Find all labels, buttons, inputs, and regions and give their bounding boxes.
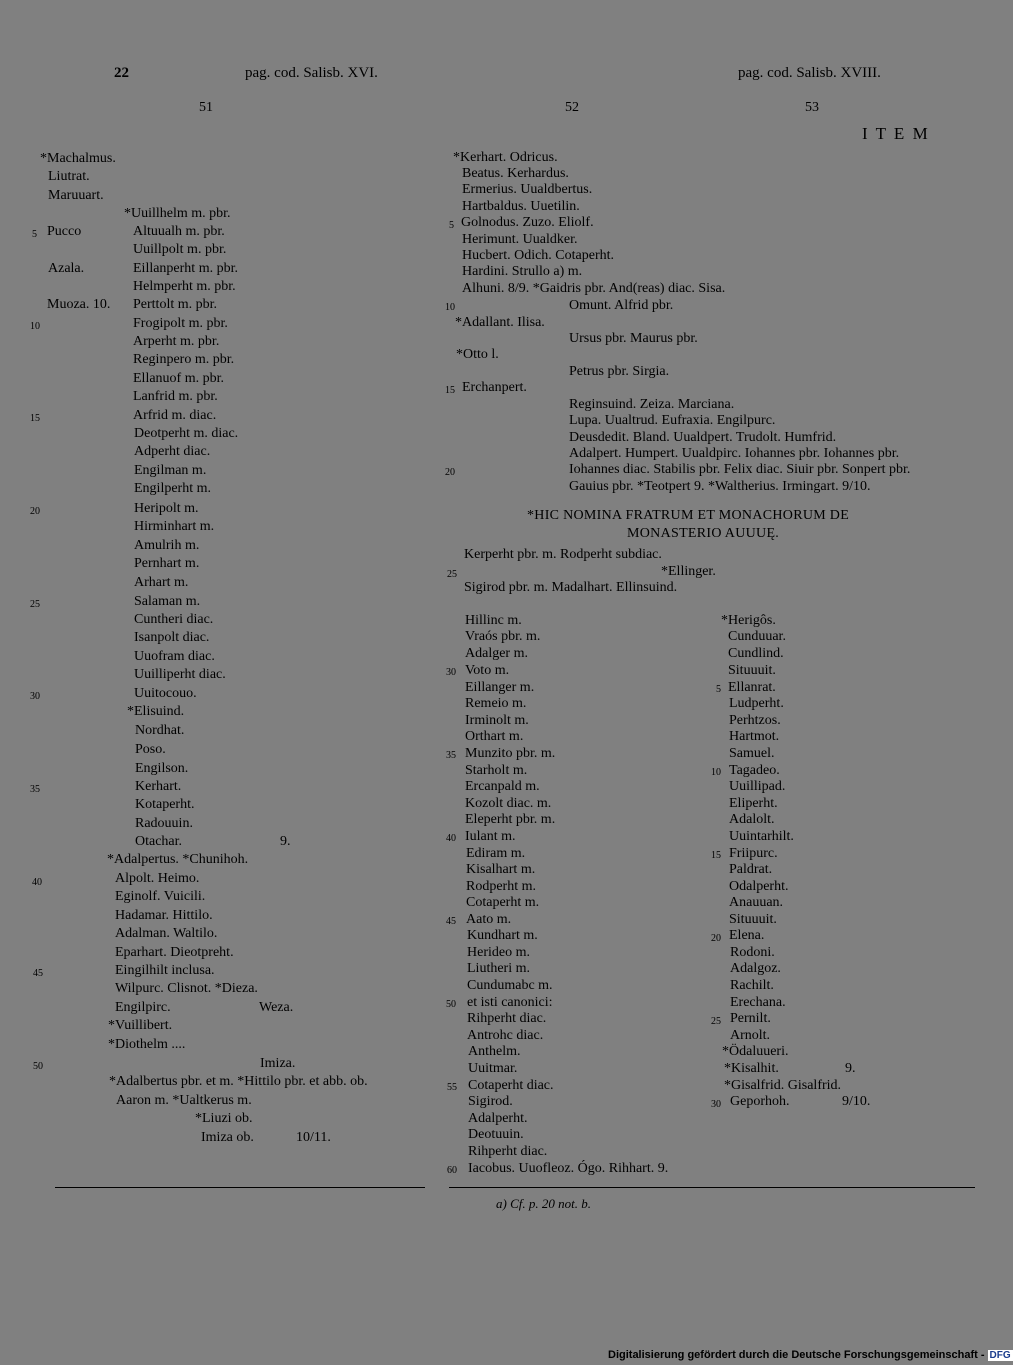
entry: *Kisalhit. [724,1061,779,1076]
entry: Sigirod pbr. m. Madalhart. Ellinsuind. [464,580,678,595]
entry: Uuitocouo. [134,686,197,701]
line-number: 25 [447,569,457,580]
entry: Liutrat. [48,169,90,184]
entry: Petrus pbr. Sirgia. [569,364,670,379]
entry: Eleperht pbr. m. [465,812,556,827]
entry: 10/11. [296,1130,331,1145]
dfg-logo: DFG [989,1349,1011,1361]
entry: Situuuit. [728,663,776,678]
entry: Helmperht m. pbr. [133,279,236,294]
entry: Samuel. [729,746,775,761]
entry: Frogipolt m. pbr. [133,316,228,331]
entry: *Elisuind. [127,704,185,719]
entry: Adalger m. [465,646,528,661]
entry: Hadamar. Hittilo. [115,908,213,923]
entry: Herimunt. Uualdker. [462,232,578,247]
entry: *Adalpertus. *Chunihoh. [107,852,249,867]
footnote-rule-left [55,1187,425,1188]
entry: Munzito pbr. m. [465,746,556,761]
entry: Ellanuof m. pbr. [133,371,224,386]
entry: Eparhart. Dieotpreht. [115,945,234,960]
entry: Cundumabc m. [467,978,553,993]
entry: Aato m. [466,912,512,927]
entry: Eginolf. Vuicili. [115,889,206,904]
entry: Engilperht m. [134,481,211,496]
entry: Nordhat. [135,723,185,738]
entry: Reginsuind. Zeiza. Marciana. [569,397,735,412]
entry: Wilpurc. Clisnot. *Dieza. [115,981,258,996]
line-number: 15 [30,413,40,424]
line-number: 25 [30,599,40,610]
entry: Rachilt. [730,978,774,993]
line-number: 35 [30,784,40,795]
entry: Uuintarhilt. [729,829,794,844]
entry: Geporhoh. [730,1094,790,1109]
entry: 9/10. [842,1094,871,1109]
entry: *Herigôs. [721,613,776,628]
footnote: a) Cf. p. 20 not. b. [496,1196,591,1211]
entry: Ercanpald m. [465,779,540,794]
entry: Imiza ob. [201,1130,254,1145]
line-number: 5 [32,229,37,240]
entry: *Uuillhelm m. pbr. [124,206,231,221]
entry: Beatus. Kerhardus. [462,166,569,181]
entry: Radouuin. [135,816,193,831]
footer-text: Digitalisierung gefördert durch die Deutsche Forschungsgemeinschaft - [608,1349,985,1361]
entry: Kerperht pbr. m. Rodperht subdiac. [464,547,662,562]
entry: *Diothelm .... [108,1037,186,1052]
entry: Cotaperht m. [466,895,540,910]
line-number: 30 [711,1099,721,1110]
entry: Reginpero m. pbr. [133,352,235,367]
line-number: 55 [447,1082,457,1093]
entry: *Machalmus. [40,151,116,166]
entry: Engilpirc. [115,1000,171,1015]
entry: Irminolt m. [465,713,529,728]
entry: Eingilhilt inclusa. [115,963,215,978]
entry: Arfrid m. diac. [133,408,217,423]
entry: Imiza. [260,1056,296,1071]
item-heading: I T E M [862,124,930,143]
entry: Omunt. Alfrid pbr. [569,298,674,313]
entry: Odalperht. [729,879,789,894]
entry: *Adalbertus pbr. et m. *Hittilo pbr. et abb. ob. [109,1074,368,1089]
left-running-title: pag. cod. Salisb. XVI. [245,65,378,81]
line-number: 15 [711,850,721,861]
line-number: 10 [711,767,721,778]
entry: Tagadeo. [729,763,780,778]
entry: *Vuillibert. [108,1018,173,1033]
entry: et isti canonici: [467,995,553,1010]
entry: Hartmot. [729,729,780,744]
entry: Iulant m. [465,829,516,844]
line-number: 20 [30,506,40,517]
entry: Hirminhart m. [134,519,215,534]
entry: Herideo m. [467,945,530,960]
entry: Poso. [135,742,166,757]
entry: *Gisalfrid. Gisalfrid. [724,1078,842,1093]
entry: Adalgoz. [730,961,781,976]
entry: Kisalhart m. [466,862,536,877]
entry: Paldrat. [729,862,773,877]
line-number: 60 [447,1165,457,1176]
line-number: 30 [446,667,456,678]
entry: Arhart m. [134,575,189,590]
entry: Remeio m. [465,696,527,711]
entry: Arnolt. [730,1028,771,1043]
entry: Eillanger m. [465,680,535,695]
entry: Kerhart. [135,779,182,794]
column-number-51: 51 [199,100,213,115]
entry: *Liuzi ob. [195,1111,253,1126]
entry: Perttolt m. pbr. [133,297,217,312]
right-running-title: pag. cod. Salisb. XVIII. [738,65,881,81]
entry: Rihperht diac. [468,1144,548,1159]
entry: Adalperht. [468,1111,528,1126]
entry: 9. [280,834,291,849]
entry: Orthart m. [465,729,524,744]
column-number-53: 53 [805,100,819,115]
entry: Rodperht m. [466,879,536,894]
line-number: 50 [446,999,456,1010]
line-number: 10 [445,302,455,313]
entry: Anauuan. [729,895,784,910]
entry: Ellanrat. [728,680,776,695]
entry: *Ödaluueri. [722,1044,789,1059]
entry: Alhuni. 8/9. *Gaidris pbr. And(reas) diac. Sisa. [462,281,726,296]
entry: Cuntheri diac. [134,612,214,627]
line-number: 30 [30,691,40,702]
section-heading: *HIC NOMINA FRATRUM ET MONACHORUM DE [527,508,850,523]
entry: Golnodus. Zuzo. Eliolf. [461,215,594,230]
line-number: 45 [446,916,456,927]
entry: Maruuart. [48,188,104,203]
entry: Rihperht diac. [467,1011,547,1026]
section-heading-line2: MONASTERIO AUUUĘ. [627,526,780,541]
entry: Otachar. [135,834,183,849]
line-number: 15 [445,385,455,396]
entry: *Ellinger. [661,564,716,579]
entry: Lanfrid m. pbr. [133,389,218,404]
entry: Engilson. [135,761,189,776]
entry: Adperht diac. [134,444,211,459]
entry: Heripolt m. [134,501,199,516]
line-number: 40 [32,877,42,888]
entry: Ludperht. [729,696,784,711]
entry: Arperht m. pbr. [133,334,220,349]
entry: Iohannes diac. Stabilis pbr. Felix diac. Siuir pbr. Sonpert pbr. [569,462,911,477]
entry: Elena. [729,928,765,943]
entry: *Otto l. [456,347,499,362]
entry: Ursus pbr. Maurus pbr. [569,331,698,346]
line-number: 35 [446,750,456,761]
entry: Perhtzos. [729,713,781,728]
entry: Uuofram diac. [134,649,215,664]
line-number: 5 [716,684,721,695]
entry: Muoza. 10. [47,297,111,312]
line-number: 50 [33,1061,43,1072]
entry: Pernilt. [730,1011,771,1026]
entry: Adalman. Waltilo. [115,926,218,941]
column-number-52: 52 [565,100,579,115]
entry: Voto m. [465,663,510,678]
entry: Friipurc. [729,846,778,861]
line-number: 20 [445,467,455,478]
entry: Salaman m. [134,594,201,609]
entry: Engilman m. [134,463,207,478]
entry: Liutheri m. [467,961,530,976]
entry: Cotaperht diac. [468,1078,554,1093]
entry: Eillanperht m. pbr. [133,261,238,276]
entry: Adalolt. [729,812,775,827]
line-number: 25 [711,1016,721,1027]
entry: *Kerhart. Odricus. [453,150,558,165]
footer-credit [608,1349,1013,1361]
line-number: 10 [30,321,40,332]
entry: Alpolt. Heimo. [115,871,200,886]
entry: Kundhart m. [467,928,538,943]
entry: Iacobus. Uuofleoz. Ógo. Rihhart. 9. [468,1161,669,1176]
entry: Uuillipad. [729,779,786,794]
entry: Pucco [47,224,82,239]
entry: Anthelm. [468,1044,521,1059]
page-number: 22 [114,65,129,81]
entry: Eliperht. [729,796,778,811]
entry: 9. [845,1061,856,1076]
entry: Gauius pbr. *Teotpert 9. *Waltherius. Irmingart. 9/10. [569,479,871,494]
entry: Vraós pbr. m. [465,629,541,644]
entry: Ediram m. [466,846,526,861]
entry: Antrohc diac. [467,1028,544,1043]
entry: Adalpert. Humpert. Uualdpirc. Iohannes pbr. Iohannes pbr. [569,446,900,461]
entry: Cunduuar. [728,629,786,644]
entry: Deotperht m. diac. [134,426,239,441]
entry: Pernhart m. [134,556,200,571]
entry: Cundlind. [728,646,784,661]
entry: Uuitmar. [468,1061,518,1076]
entry: Ermerius. Uualdbertus. [462,182,593,197]
entry: Uuilliperht diac. [134,667,226,682]
footnote-rule-right [449,1187,975,1188]
entry: Amulrih m. [134,538,200,553]
entry: Situuuit. [729,912,777,927]
entry: Lupa. Uualtrud. Eufraxia. Engilpurc. [569,413,776,428]
entry: Altuualh m. pbr. [133,224,225,239]
line-number: 40 [446,833,456,844]
entry: Aaron m. *Ualtkerus m. [116,1093,252,1108]
line-number: 5 [449,220,454,231]
entry: Deusdedit. Bland. Uualdpert. Trudolt. Humfrid. [569,430,837,445]
entry: Deotuuin. [468,1127,524,1142]
entry: Hucbert. Odich. Cotaperht. [462,248,615,263]
entry: Rodoni. [730,945,775,960]
entry: Kozolt diac. m. [465,796,552,811]
entry: Erchanpert. [462,380,527,395]
entry: Erechana. [730,995,786,1010]
entry: Hartbaldus. Uuetilin. [462,199,580,214]
entry: Kotaperht. [135,797,195,812]
entry: Azala. [48,261,85,276]
entry: Hillinc m. [465,613,522,628]
entry: Uuillpolt m. pbr. [133,242,227,257]
entry: Isanpolt diac. [134,630,210,645]
entry: Starholt m. [465,763,528,778]
line-number: 45 [33,968,43,979]
line-number: 20 [711,933,721,944]
entry: *Adallant. Ilisa. [455,315,545,330]
entry: Sigirod. [468,1094,513,1109]
entry: Hardini. Strullo a) m. [462,264,583,279]
entry: Weza. [259,1000,294,1015]
